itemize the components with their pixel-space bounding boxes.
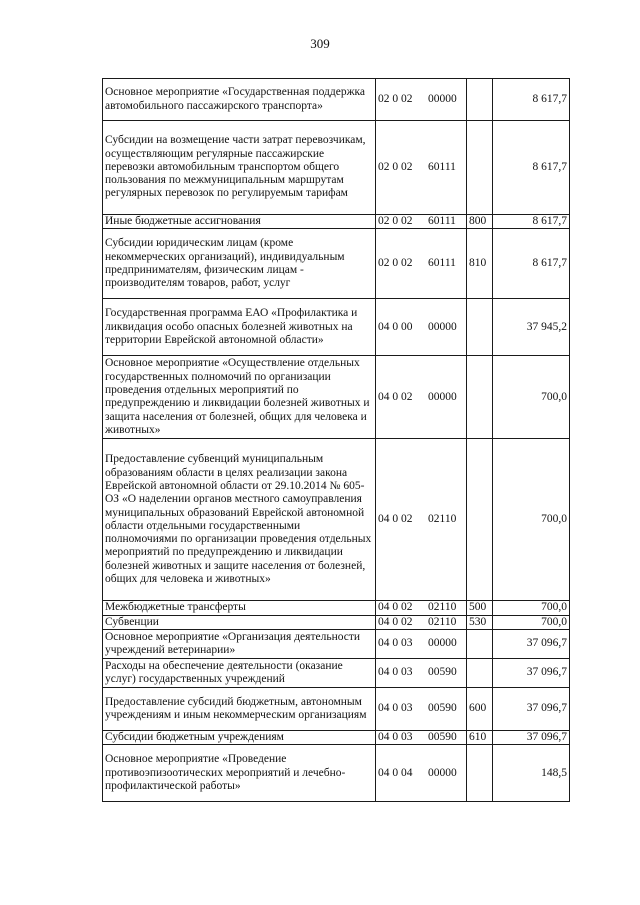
row-sum: 8 617,7 (493, 229, 570, 299)
row-target-code: 02110 (426, 601, 467, 615)
row-program-code: 04 0 04 (376, 745, 427, 802)
row-sum: 700,0 (493, 356, 570, 439)
row-program-code: 04 0 02 (376, 439, 427, 601)
row-name: Межбюджетные трансферты (103, 601, 376, 615)
table-row (103, 615, 570, 629)
row-name: Предоставление субвенций муниципальным образованиям области в целях реализации закона Еврейской автономной области от 29.10.2014 № 605-ОЗ «О наделении органов местного самоуправления муниципальных образований Еврейской автономной области отдельными государственными полномочиями по организации проведения отдельных мероприятий по предупреждению и ликвидации болезней животных и защите населения от болезней, общих для человека и животных» (103, 439, 376, 601)
row-expense-type: 600 (467, 687, 493, 730)
table-row (103, 745, 570, 802)
row-target-code: 00590 (426, 658, 467, 687)
row-target-code: 00000 (426, 356, 467, 439)
row-program-code: 02 0 02 (376, 229, 427, 299)
row-name: Основное мероприятие «Проведение противоэпизоотических мероприятий и лечебно-профилактической работы» (103, 745, 376, 802)
row-expense-type (467, 439, 493, 601)
row-program-code: 04 0 03 (376, 730, 427, 744)
row-sum: 37 945,2 (493, 299, 570, 356)
row-sum: 700,0 (493, 615, 570, 629)
row-sum: 700,0 (493, 439, 570, 601)
budget-table-body (103, 79, 570, 802)
row-sum: 37 096,7 (493, 730, 570, 744)
row-program-code: 04 0 02 (376, 356, 427, 439)
row-target-code: 02110 (426, 439, 467, 601)
row-expense-type (467, 121, 493, 215)
row-sum: 37 096,7 (493, 629, 570, 658)
row-program-code: 04 0 02 (376, 601, 427, 615)
row-target-code: 00000 (426, 299, 467, 356)
row-name: Основное мероприятие «Осуществление отдельных государственных полномочий по организации проведения отдельных мероприятий по предупреждению и ликвидации болезней животных и защита населения от болезней, общих для человека и животных» (103, 356, 376, 439)
row-expense-type: 500 (467, 601, 493, 615)
row-name: Субсидии бюджетным учреждениям (103, 730, 376, 744)
table-row (103, 730, 570, 744)
row-sum: 8 617,7 (493, 121, 570, 215)
table-row (103, 439, 570, 601)
row-program-code: 04 0 02 (376, 615, 427, 629)
row-target-code: 02110 (426, 615, 467, 629)
table-row (103, 687, 570, 730)
table-row (103, 601, 570, 615)
row-program-code: 02 0 02 (376, 79, 427, 121)
row-name: Основное мероприятие «Государственная поддержка автомобильного пассажирского транспорта» (103, 79, 376, 121)
row-target-code: 00590 (426, 730, 467, 744)
row-target-code: 60111 (426, 215, 467, 229)
table-row (103, 658, 570, 687)
row-expense-type (467, 79, 493, 121)
row-program-code: 04 0 03 (376, 658, 427, 687)
page-number: 309 (310, 36, 330, 51)
table-row (103, 299, 570, 356)
table-row (103, 215, 570, 229)
row-program-code: 02 0 02 (376, 215, 427, 229)
row-target-code: 00000 (426, 629, 467, 658)
row-sum: 700,0 (493, 601, 570, 615)
row-expense-type (467, 356, 493, 439)
row-expense-type (467, 745, 493, 802)
row-name: Субсидии на возмещение части затрат перевозчикам, осуществляющим регулярные пассажирские перевозки автомобильным транспортом общего пользования по межмуниципальным маршрутам регулярных перевозок по регулируемым тарифам (103, 121, 376, 215)
row-target-code: 00000 (426, 745, 467, 802)
row-program-code: 04 0 03 (376, 687, 427, 730)
row-expense-type (467, 299, 493, 356)
table-row (103, 121, 570, 215)
row-name: Иные бюджетные ассигнования (103, 215, 376, 229)
row-name: Расходы на обеспечение деятельности (оказание услуг) государственных учреждений (103, 658, 376, 687)
row-sum: 148,5 (493, 745, 570, 802)
row-target-code: 00590 (426, 687, 467, 730)
table-row (103, 356, 570, 439)
row-name: Государственная программа ЕАО «Профилактика и ликвидация особо опасных болезней животных на территории Еврейской автономной области» (103, 299, 376, 356)
row-sum: 37 096,7 (493, 687, 570, 730)
table-row (103, 229, 570, 299)
row-expense-type: 810 (467, 229, 493, 299)
row-name: Субсидии юридическим лицам (кроме некоммерческих организаций), индивидуальным предпринимателям, физическим лицам - производителям товаров, работ, услуг (103, 229, 376, 299)
row-target-code: 00000 (426, 79, 467, 121)
row-expense-type: 800 (467, 215, 493, 229)
row-name: Предоставление субсидий бюджетным, автономным учреждениям и иным некоммерческим организациям (103, 687, 376, 730)
row-name: Субвенции (103, 615, 376, 629)
row-expense-type (467, 629, 493, 658)
row-expense-type (467, 658, 493, 687)
table-row (103, 79, 570, 121)
row-program-code: 04 0 00 (376, 299, 427, 356)
row-target-code: 60111 (426, 121, 467, 215)
row-sum: 37 096,7 (493, 658, 570, 687)
row-sum: 8 617,7 (493, 79, 570, 121)
row-target-code: 60111 (426, 229, 467, 299)
table-row (103, 629, 570, 658)
row-expense-type: 610 (467, 730, 493, 744)
row-sum: 8 617,7 (493, 215, 570, 229)
budget-table (102, 78, 570, 802)
row-program-code: 02 0 02 (376, 121, 427, 215)
row-expense-type: 530 (467, 615, 493, 629)
row-program-code: 04 0 03 (376, 629, 427, 658)
row-name: Основное мероприятие «Организация деятельности учреждений ветеринарии» (103, 629, 376, 658)
